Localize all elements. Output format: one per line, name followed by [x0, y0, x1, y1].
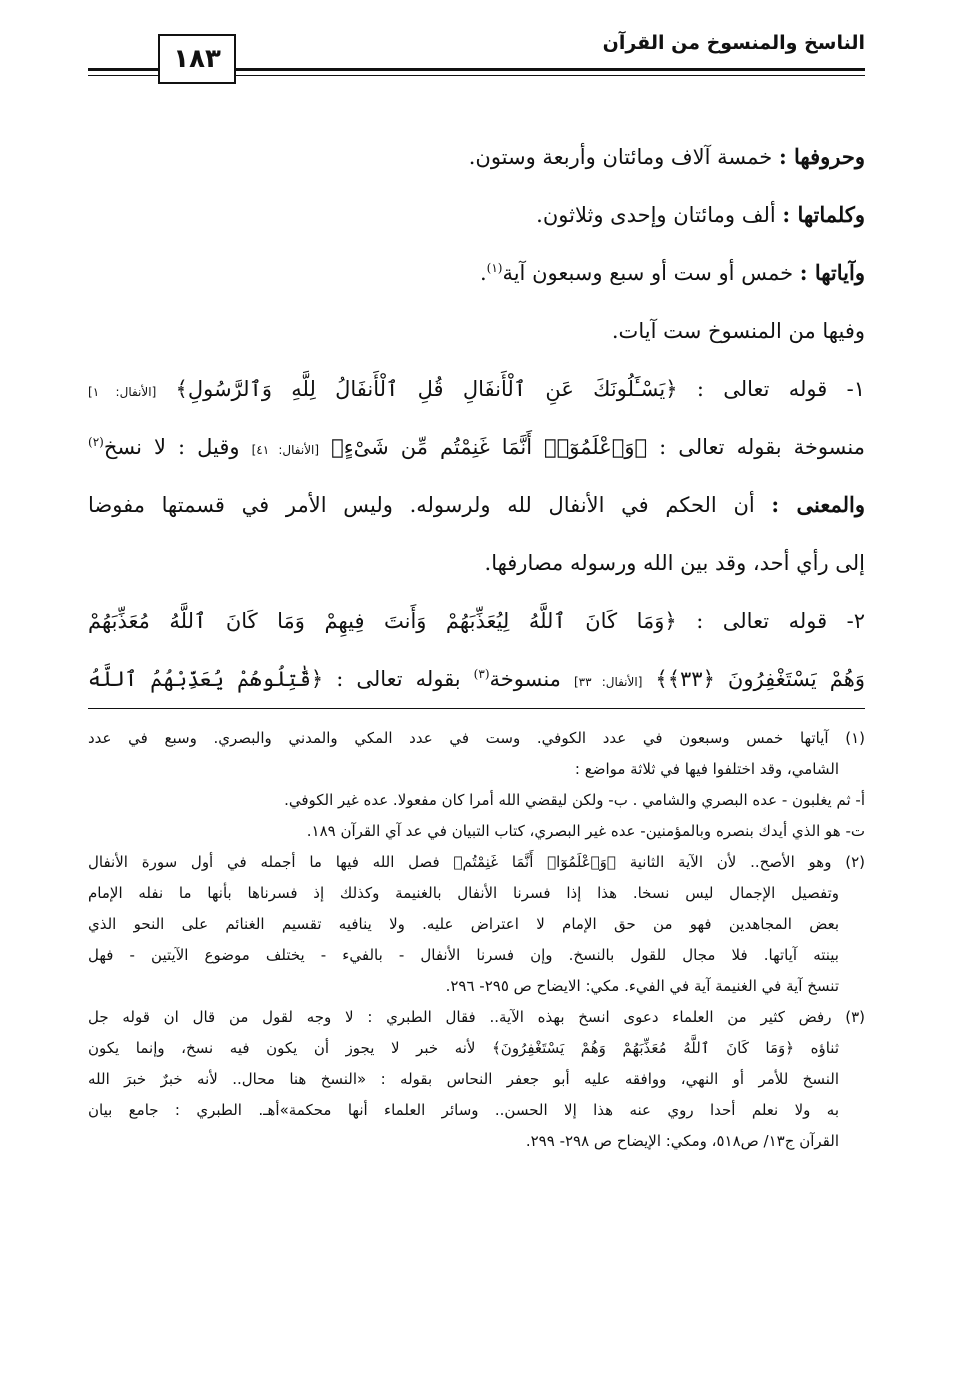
- letters-text: خمسة آلاف ومائتان وأربعة وستون.: [468, 145, 773, 169]
- item2-line: [88, 592, 865, 650]
- footnote-3-line-4: به ولا نعلم أحدا روي عنه هذا إلا الحسن.. وسائر العلماء أنها محكمة»أهـ. الطبري : جامع بيان: [88, 1101, 839, 1119]
- footnote-2-line-4: بينته آياتها. فلا مجال للقول بالنسخ. وإن فسرنا الأنفال - بالفيء - يختلف موضوع الآيتين - فهل: [88, 946, 839, 964]
- item1-line2: [88, 418, 865, 476]
- item1-abrogated-by: منسوخة بقوله تعالى :: [659, 435, 865, 459]
- item1-ref: [الأنفال: ١]: [88, 385, 157, 399]
- footnote-1-line-3: أ- ثم يغلبون - عده البصري والشامي . ب- ولكن ليقضي الله أمرا كان مفعولا. عده غير الكوفي.: [284, 791, 865, 809]
- footnote-3-line-3: النسخ للأمر أو النهي، ووافقه عليه أبو جعفر النحاس بقوله : «النسخ هنا محال.. لأنه خبرٌ خبرَ الله: [88, 1070, 839, 1088]
- meaning-line2: [88, 534, 865, 592]
- item2-by: بقوله تعالى :: [336, 667, 461, 691]
- page-number: ١٨٣: [173, 44, 221, 74]
- item2-label: ٢- قوله تعالى :: [696, 609, 865, 633]
- item1-verse: ﴿يَسْـَٔلُونَكَ عَنِ ٱلْأَنفَالِ قُلِ ٱلْأَنفَالُ لِلَّهِ وَٱلرَّسُولِ﴾: [175, 377, 678, 401]
- letters-line: [88, 128, 865, 186]
- meaning-line: [88, 476, 865, 534]
- verses-end: .: [479, 261, 487, 285]
- footnote-3-line-1: (٣) رفض كثير من العلماء دعوى انسخ بهذه الآية.. فقال الطبري : لا وجه لقول من قال ان قوله جل: [88, 1008, 865, 1026]
- item2-abrogated: منسوخة: [489, 667, 561, 691]
- verses-line: [88, 244, 865, 302]
- item2-verse-b: وَهُمْ يَسْتَغْفِرُونَ ﴿٣٣﴾﴾: [655, 667, 865, 691]
- item2-line2: [88, 650, 865, 708]
- footnote-3-line-2: ثناؤه ﴿وَمَا كَانَ ٱللَّهُ مُعَذِّبَهُمْ وَهُمْ يَسْتَغْفِرُونَ﴾ لأنه خبر لا يجوز أن يكون فيه نسخ، وإنما يكون: [88, 1039, 839, 1057]
- footnote-2-line-2: وتفصيل الإجمال ليس نسخا. هذا إذا فسرنا الأنفال بالغنيمة وكذلك إذ فسرناها بأنها ما نفله الإمام: [88, 884, 839, 902]
- page-header: [88, 20, 865, 80]
- footnote-ref-1: (١): [486, 261, 503, 275]
- footnote-ref-2: (٢): [88, 435, 104, 449]
- footnote-2-line-1: (٢) وهو الأصح.. لأن الآية الثانية ﴿وَٱعْلَمُوٓا۟ أَنَّمَا غَنِمْتُم﴾ فصل الله فيها ما أجمله في أول سورة الأنفال: [88, 853, 865, 871]
- footnote-1-line-1: (١) آياتها خمس وسبعون في عدد الكوفي. وست في عدد المكي والمدني والبصري. وسبع في عدد: [88, 729, 865, 747]
- words-line: [88, 186, 865, 244]
- footnotes: [88, 723, 865, 1157]
- meaning-text: أن الحكم في الأنفال لله ولرسوله. وليس الأمر في قسمتها مفوضا: [88, 493, 755, 517]
- item2-verse-a: ﴿وَمَا كَانَ ٱللَّهُ لِيُعَذِّبَهُمْ وَأَنتَ فِيهِمْ وَمَا كَانَ ٱللَّهُ مُعَذِّبَهُمْ: [88, 609, 677, 633]
- running-title: الناسخ والمنسوخ من القرآن: [602, 32, 865, 54]
- footnote-2-line-5: تنسخ آية في الغنيمة آية في الفيء. مكي: الايضاح ص ٢٩٥- ٢٩٦.: [445, 977, 839, 995]
- item2-ref: [الأنفال: ٣٣]: [573, 675, 643, 689]
- footnote-2-line-3: بعض المجاهدين فهو من حق الإمام لا اعتراض عليه. ولا ينافيه تقسيم الغنائم على النحو الذي: [88, 915, 839, 933]
- footnote-1-line-2: الشامي، وقد اختلفوا فيها في ثلاثة مواضع :: [574, 760, 839, 778]
- verses-text: خمس أو ست أو سبع وسبعون آية: [502, 261, 794, 285]
- abrogated-intro-line: [88, 302, 865, 360]
- item1-ref2: [الأنفال: ٤١]: [251, 443, 320, 457]
- words-label: وكلماتها :: [782, 202, 865, 227]
- footnote-divider: [88, 708, 865, 709]
- item1-line: [88, 360, 865, 418]
- meaning-label: والمعنى :: [771, 492, 865, 517]
- footnote-3-line-5: القرآن ج١٣/ ص٥١٨، ومكي: الإيضاح ص ٢٩٨- ٢٩٩.: [525, 1132, 839, 1150]
- item1-said: وقيل : لا نسخ: [103, 435, 240, 459]
- meaning-text2: إلى رأي أحد، وقد بين الله ورسوله مصارفها.: [484, 551, 865, 575]
- item1-verse2: ﴿وَٱعْلَمُوٓا۟ أَنَّمَا غَنِمْتُم مِّن شَىْءٍ﴾: [331, 435, 648, 459]
- verses-label: وآياتها :: [799, 260, 865, 285]
- letters-label: وحروفها :: [778, 144, 865, 169]
- footnote-1-line-4: ت- هو الذي أيدك بنصره وبالمؤمنين- عده غير البصري، كتاب التبيان في عد آي القرآن ١٨٩.: [306, 822, 865, 840]
- item1-label: ١- قوله تعالى :: [696, 377, 865, 401]
- footnote-ref-3: (٣): [473, 667, 490, 681]
- main-text: [88, 128, 865, 708]
- abrogated-intro: وفيها من المنسوخ ست آيات.: [611, 319, 865, 343]
- words-text: ألف ومائتان وإحدى وثلاثون.: [536, 203, 776, 227]
- item2-verse2: ﴿قَٰتِلُوهُمْ يُعَذِّبْهُمُ ٱللَّهُ: [88, 667, 324, 691]
- page-number-box: [158, 34, 236, 84]
